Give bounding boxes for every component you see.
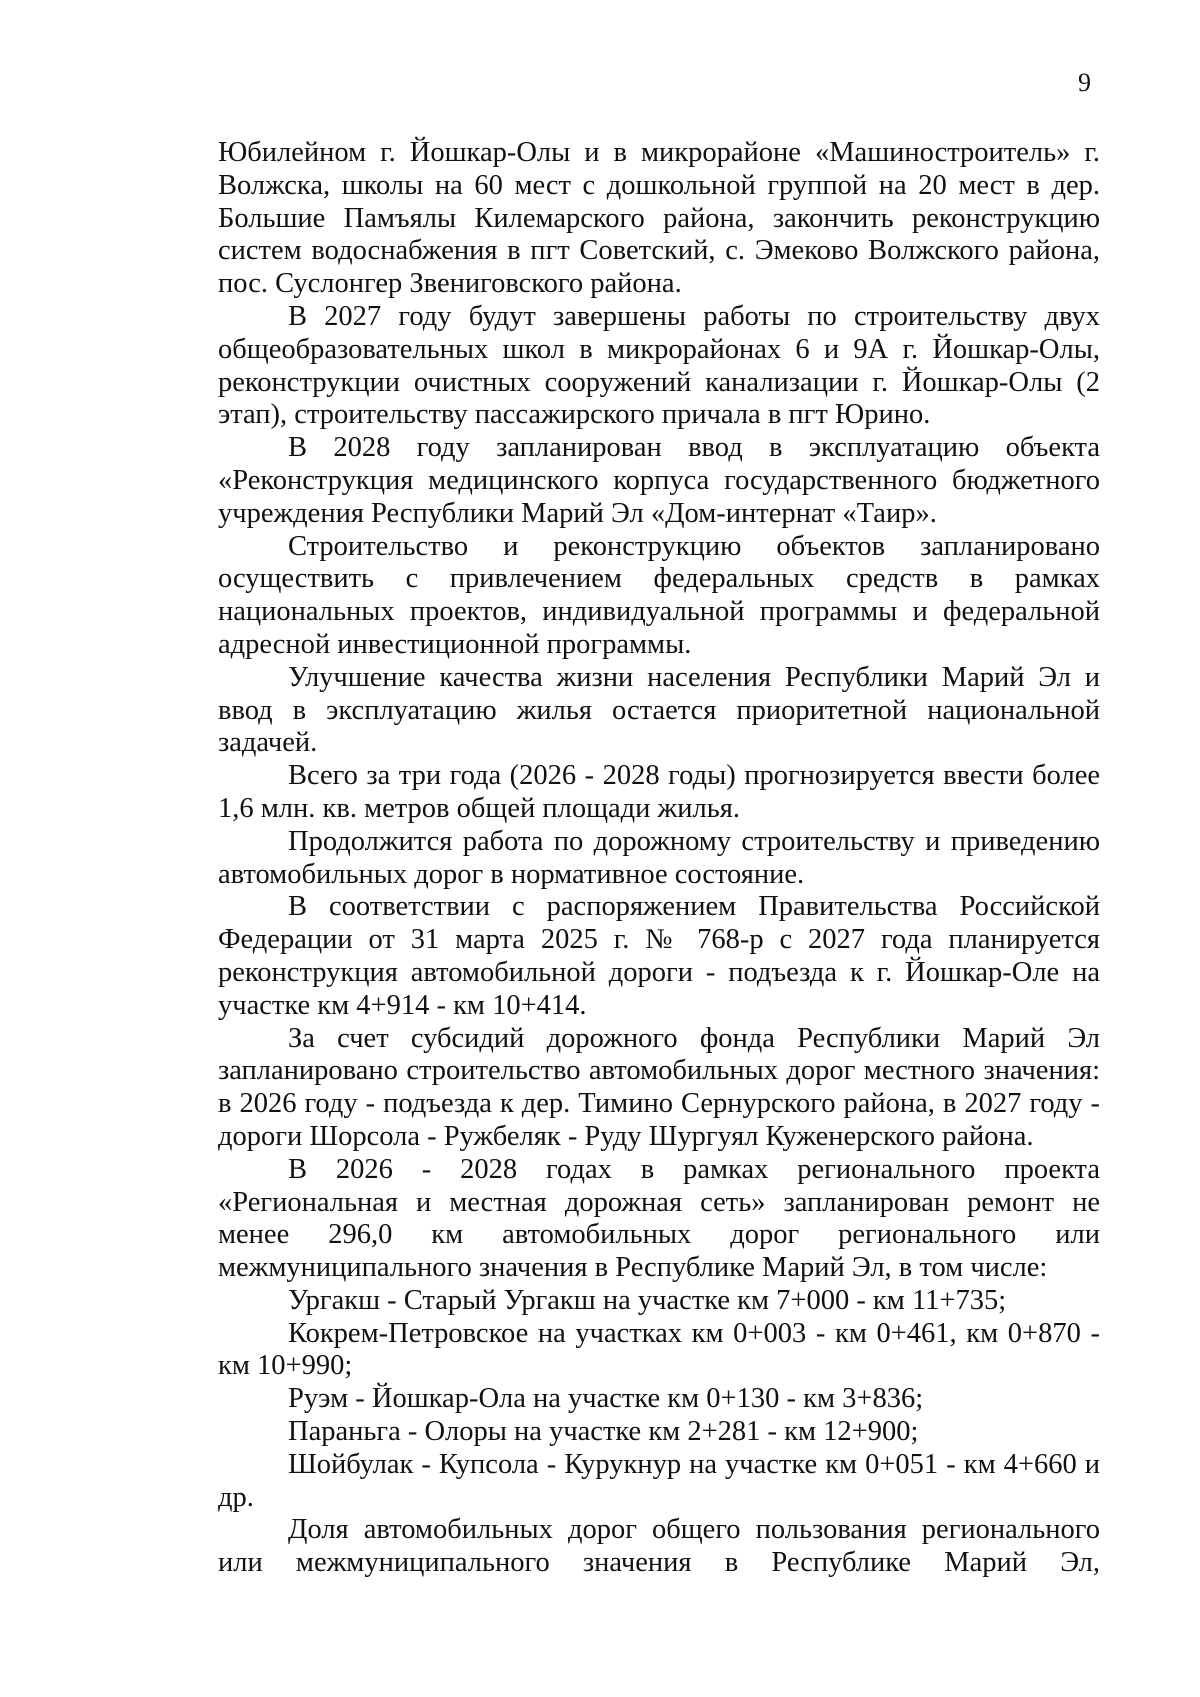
paragraph-regional-project: В 2026 - 2028 годах в рамках регионального проекта «Региональная и местная дорожная сеть» запланирован ремонт не менее 296,0 км автомобильных дорог регионального или межмуниципального значения в Республике Марий Эл, в том числе: xyxy=(218,1153,1100,1284)
paragraph-continuation: Юбилейном г. Йошкар-Олы и в микрорайоне «Машиностроитель» г. Волжска, школы на 60 мест с дошкольной группой на 20 мест в дер. Большие Памъялы Килемарского района, закончить реконструкцию систем водоснабжения в пгт Советский, с. Эмеково Волжского района, пос. Суслонгер Звениговского района. xyxy=(218,137,1100,300)
paragraph-government-order: В соответствии с распоряжением Правительства Российской Федерации от 31 марта 2025 г. № 768-р с 2027 года планируется реконструкция автомобильной дороги - подъезда к г. Йошкар-Оле на участке км 4+914 - км 10+414. xyxy=(218,891,1100,1021)
paragraph-2027-works: В 2027 году будут завершены работы по строительству двух общеобразовательных школ в микрорайонах 6 и 9А г. Йошкар-Олы, реконструкции очистных сооружений канализации г. Йошкар-Олы (2 этап), строительству пассажирского причала в пгт Юрино. xyxy=(218,300,1100,431)
paragraph-housing-priority: Улучшение качества жизни населения Республики Марий Эл и ввод в эксплуатацию жилья остается приоритетной национальной задачей. xyxy=(218,661,1100,759)
paragraph-2028-commissioning: В 2028 году запланирован ввод в эксплуатацию объекта «Реконструкция медицинского корпуса государственного бюджетного учреждения Республики Марий Эл «Дом-интернат «Таир». xyxy=(218,432,1100,529)
road-list-item: Шойбулак - Купсола - Курукнур на участке км 0+051 - км 4+660 и др. xyxy=(218,1448,1100,1513)
paragraph-road-construction: Продолжится работа по дорожному строительству и приведению автомобильных дорог в нормативное состояние. xyxy=(218,825,1100,890)
document-body xyxy=(218,137,1100,1580)
road-list-item: Руэм - Йошкар-Ола на участке км 0+130 - км 3+836; xyxy=(288,1383,924,1415)
paragraph-road-fund-subsidies: За счет субсидий дорожного фонда Республики Марий Эл запланировано строительство автомобильных дорог местного значения: в 2026 году - подъезда к дер. Тимино Сернурского района, в 2027 году - дороги Шорсола - Ружбеляк - Руду Шургуял Куженерского района. xyxy=(218,1022,1100,1152)
road-list-item: Ургакш - Старый Ургакш на участке км 7+000 - км 11+735; xyxy=(288,1284,1007,1316)
paragraph-housing-volume: Всего за три года (2026 - 2028 годы) прогнозируется ввести более 1,6 млн. кв. метров общей площади жилья. xyxy=(218,760,1100,824)
road-list-item: Кокрем-Петровское на участках км 0+003 - км 0+461, км 0+870 - км 10+990; xyxy=(218,1317,1100,1382)
paragraph-road-share: Доля автомобильных дорог общего пользования регионального или межмуниципального значения в Республике Марий Эл, xyxy=(218,1514,1100,1579)
paragraph-federal-funding: Строительство и реконструкцию объектов запланировано осуществить с привлечением федеральных средств в рамках национальных проектов, индивидуальной программы и федеральной адресной инвестиционной программы. xyxy=(218,530,1100,660)
road-list-item: Параньга - Олоры на участке км 2+281 - км 12+900; xyxy=(288,1416,919,1448)
page-number: 9 xyxy=(1078,68,1091,97)
